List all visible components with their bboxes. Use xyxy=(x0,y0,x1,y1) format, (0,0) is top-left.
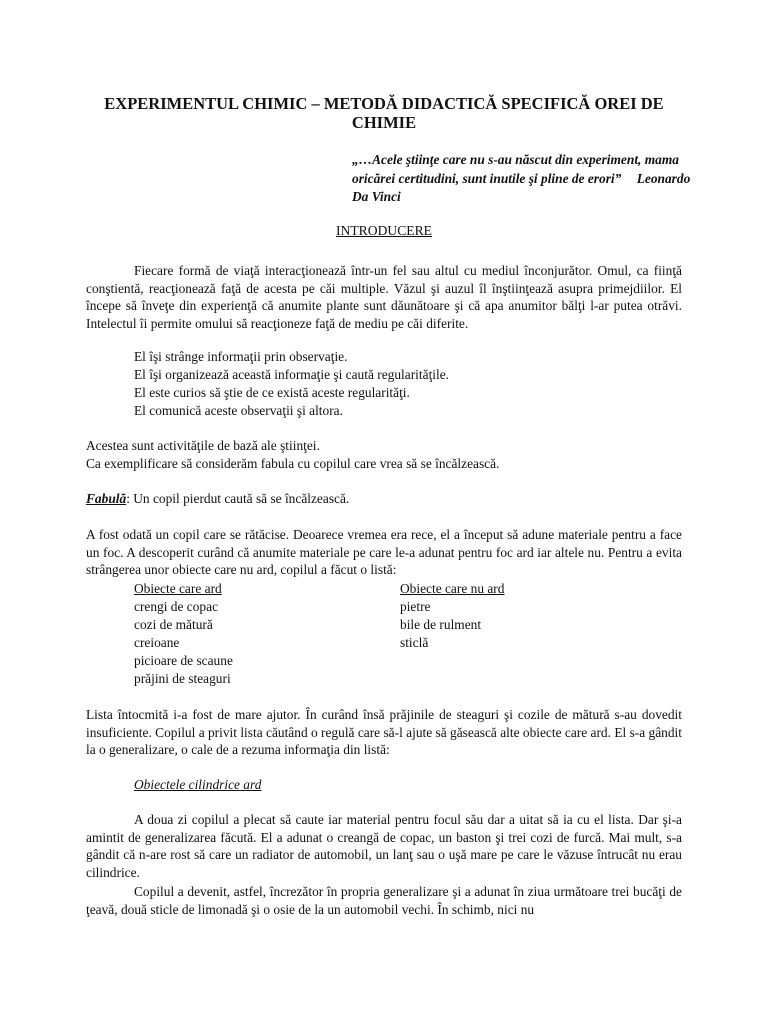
fabula-line xyxy=(86,490,349,508)
story-paragraph: A fost odată un copil care se rătăcise. Deoarece vremea era rece, el a început să adune materiale pentru a face un foc. A descoperit curând că anumite materiale pe care le-a adunat pentru foc ard iar altele nu. Pentru a evita strângerea unor obiecte care nu ard, copilul a făcut o listă: xyxy=(86,527,682,578)
noburn-item: bile de rulment xyxy=(400,617,482,632)
activity-line-1: El îşi strânge informaţii prin observaţie. xyxy=(134,349,348,364)
burn-item: crengi de copac xyxy=(134,599,219,614)
noburn-item: sticlă xyxy=(400,635,429,650)
fabula-text: : Un copil pierdut caută să se încălzească. xyxy=(126,491,350,506)
generalization-line xyxy=(86,776,261,794)
quote-author: Leonardo Da Vinci xyxy=(352,170,691,204)
generalization-text: Obiectele cilindrice ard xyxy=(134,777,262,792)
burn-item: picioare de scaune xyxy=(134,653,233,668)
intro-paragraph: Fiecare formă de viaţă interacţionează într-un fel sau altul cu mediul înconjurător. Omul, ca fiinţă conştientă, reacţionează faţă de acesta pe căi multiple. Văzul şi auzul îl înştiinţează asupra primejdiilor. El începe să înveţe din experienţă că anumite plante sunt dăunătoare şi că apa anumitor bălţi l-ar putea otrăvi. Intelectul îi permite omului să reacţioneze faţă de mediu pe căi diferite. xyxy=(86,263,682,331)
burn-list-header: Obiecte care ard xyxy=(134,581,222,596)
epigraph-quote xyxy=(352,151,692,207)
list-paragraph: Lista întocmită i-a fost de mare ajutor. În curând însă prăjinile de steaguri şi cozile de mătură s-au dovedit insuficiente. Copilul a privit lista căutând o regulă care să-l ajute să găsească alte obiecte care ard. El s-a gândit la o generalizare, o cale de a rezuma informaţia din listă: xyxy=(86,707,683,758)
section-heading: INTRODUCERE xyxy=(336,223,432,238)
noburn-item: pietre xyxy=(400,599,431,614)
noburn-list-header: Obiecte care nu ard xyxy=(400,581,505,596)
document-title: EXPERIMENTUL CHIMIC – METODĂ DIDACTICĂ SPECIFICĂ OREI DE CHIMIE xyxy=(104,94,664,132)
burn-item: prăjini de steaguri xyxy=(134,671,231,686)
science-line-2: Ca exemplificare să considerăm fabula cu copilul care vrea să se încălzească. xyxy=(86,456,500,471)
fabula-label: Fabulă xyxy=(86,491,127,506)
confident-paragraph: Copilul a devenit, astfel, încrezător în propria generalizare şi a adunat în ziua următoare trei bucăţi de ţeavă, două sticle de limonadă şi o osie de la un automobil vechi. În schimb, nici nu xyxy=(86,884,682,917)
quote-text: „…Acele ştiinţe care nu s-au născut din experiment, mama oricărei certitudini, sunt inutile şi pline de erori” xyxy=(352,152,679,186)
activity-line-2: El îşi organizează această informaţie şi caută regularităţile. xyxy=(134,367,450,382)
activity-line-4: El comunică aceste observaţii şi altora. xyxy=(134,403,343,418)
burn-item: cozi de mătură xyxy=(134,617,213,632)
activity-line-3: El este curios să ştie de ce există aceste regularităţi. xyxy=(134,385,410,400)
science-line-1: Acestea sunt activităţile de bază ale ştiinţei. xyxy=(86,438,320,453)
burn-item: creioane xyxy=(134,635,180,650)
next-day-paragraph: A doua zi copilul a plecat să caute iar material pentru focul său dar a uitat să ia cu el lista. Dar şi-a amintit de generalizarea făcută. El a adunat o creangă de copac, un baston şi trei cozi de furcă. Mai mult, s-a gândit că n-are rost să care un radiator de automobil, un lanţ sau o uşă mare pe care le văzuse întrucât nu erau cilindrice. xyxy=(86,812,682,880)
